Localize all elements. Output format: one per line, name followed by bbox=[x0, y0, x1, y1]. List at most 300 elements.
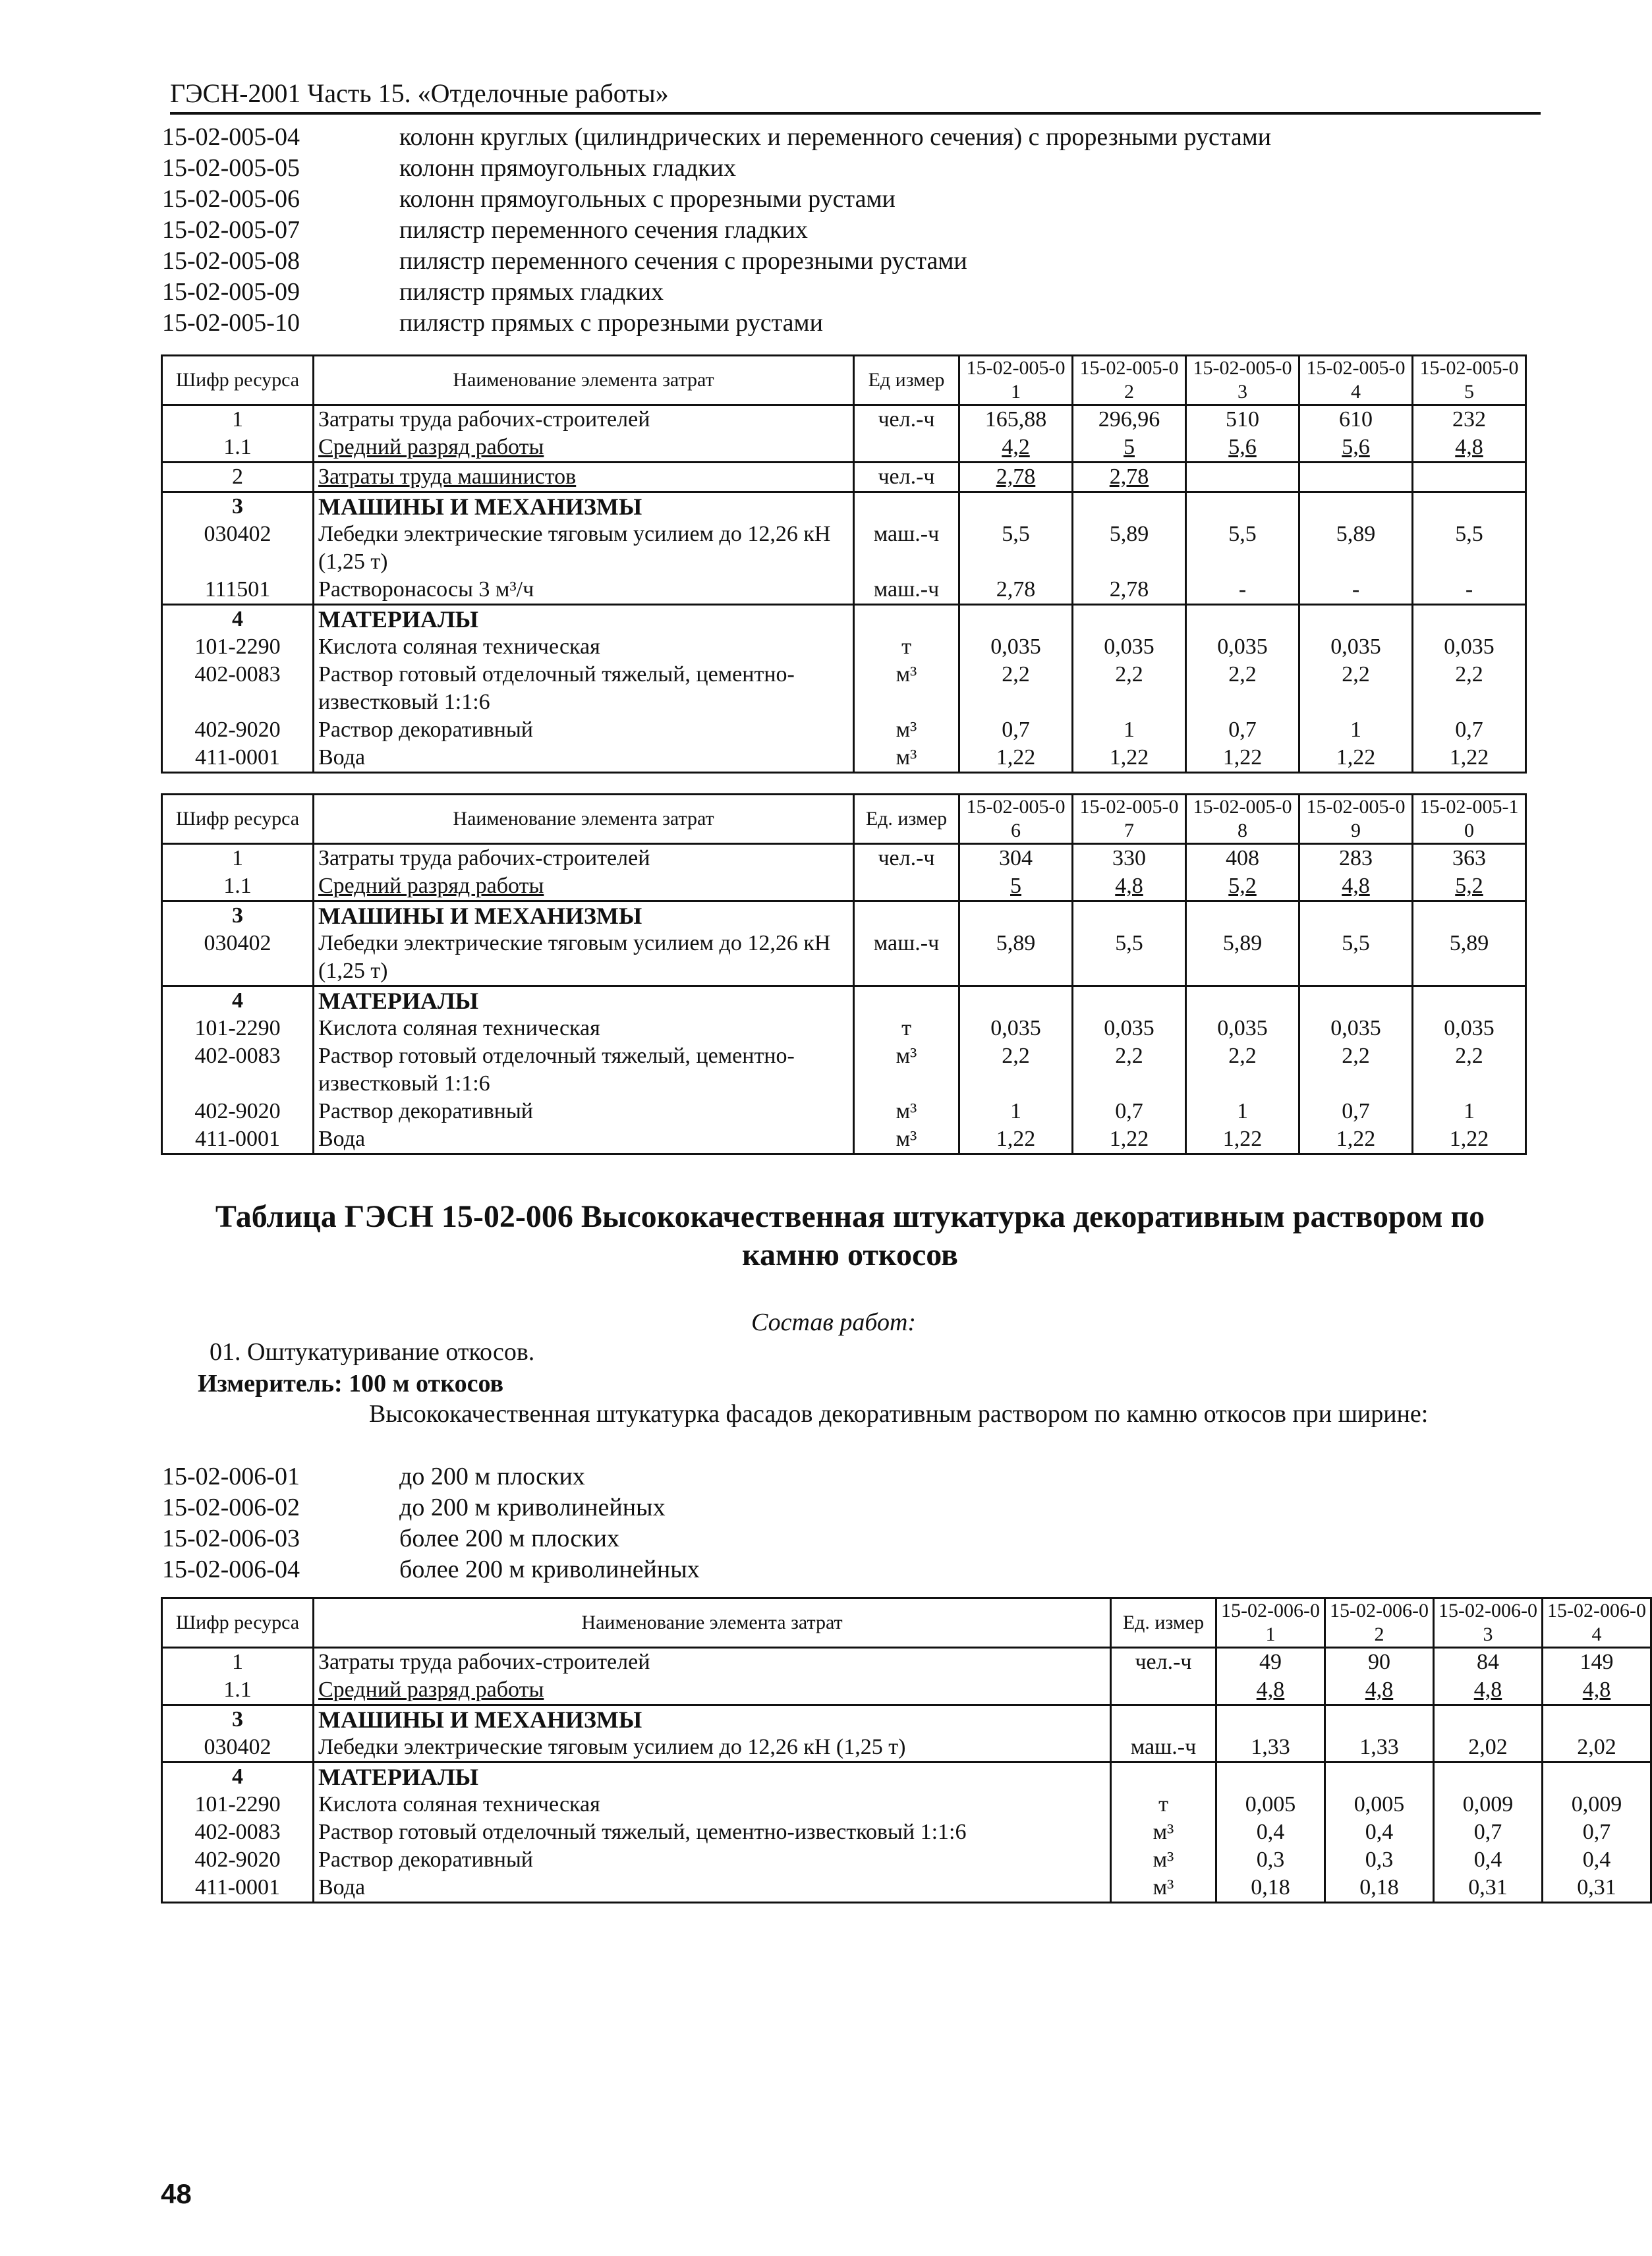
unit bbox=[854, 434, 959, 463]
norm-value: 2,2 bbox=[1299, 661, 1413, 716]
code: 15-02-005-06 bbox=[162, 185, 300, 213]
norm-value: 5,89 bbox=[1073, 521, 1186, 576]
resource-table-005-06-10 bbox=[161, 793, 1527, 1155]
resource-code: 402-0083 bbox=[162, 1042, 314, 1098]
column-header-norm: 15-02-005-04 bbox=[1299, 356, 1413, 405]
norm-value: 0,4 bbox=[1325, 1819, 1434, 1846]
unit: т bbox=[854, 633, 959, 661]
norm-value bbox=[959, 492, 1073, 521]
norm-value: 1,22 bbox=[959, 1125, 1073, 1154]
resource-code: 030402 bbox=[162, 1734, 314, 1762]
unit: чел.-ч bbox=[1111, 1648, 1216, 1677]
list-item bbox=[162, 246, 1546, 277]
norm-value: 4,2 bbox=[959, 434, 1073, 463]
column-header-norm: 15-02-005-09 bbox=[1299, 795, 1413, 844]
column-header-norm: 15-02-005-01 bbox=[959, 356, 1073, 405]
description: колонн прямоугольных гладких bbox=[399, 154, 736, 182]
measure-value: 100 м откосов bbox=[349, 1370, 504, 1397]
table-row bbox=[162, 1874, 1651, 1903]
title-line: Таблица ГЭСН 15-02-006 Высококачественная штукатурка декоративным раствором по bbox=[215, 1199, 1485, 1234]
norm-value: 2,2 bbox=[959, 661, 1073, 716]
page-header: ГЭСН-2001 Часть 15. «Отделочные работы» bbox=[170, 78, 1541, 115]
norm-value: 5,89 bbox=[1413, 930, 1526, 986]
cost-element-name: Средний разряд работы bbox=[314, 434, 854, 463]
norm-value: 0,7 bbox=[1413, 716, 1526, 744]
list-item bbox=[162, 215, 1546, 246]
table-row bbox=[162, 844, 1526, 873]
norm-value: 165,88 bbox=[959, 405, 1073, 434]
code: 15-02-005-04 bbox=[162, 123, 300, 151]
resource-code: 402-9020 bbox=[162, 716, 314, 744]
norm-value bbox=[1413, 986, 1526, 1015]
norm-value bbox=[1299, 605, 1413, 634]
table-row bbox=[162, 1648, 1651, 1677]
norm-value: 49 bbox=[1216, 1648, 1325, 1677]
table-row bbox=[162, 1098, 1526, 1125]
code-list-006 bbox=[162, 1461, 1546, 1585]
norm-value: 2,78 bbox=[1073, 463, 1186, 492]
norm-value bbox=[1073, 492, 1186, 521]
code: 15-02-006-01 bbox=[162, 1463, 300, 1490]
norm-value bbox=[1543, 1705, 1651, 1734]
column-header-unit: Ед. измер bbox=[854, 795, 959, 844]
cost-element-name: Кислота соляная техническая bbox=[314, 1015, 854, 1042]
operation-item: 01. Оштукатуривание откосов. bbox=[210, 1338, 535, 1366]
norm-value bbox=[1434, 1705, 1543, 1734]
resource-code: 1.1 bbox=[162, 434, 314, 463]
norm-value: 1 bbox=[1186, 1098, 1299, 1125]
table-header-row bbox=[162, 795, 1526, 844]
norm-value: 2,2 bbox=[1186, 661, 1299, 716]
table-row bbox=[162, 1015, 1526, 1042]
description: до 200 м плоских bbox=[399, 1463, 585, 1490]
cost-element-name: Растворонасосы 3 м³/ч bbox=[314, 576, 854, 605]
column-header-norm: 15-02-005-03 bbox=[1186, 356, 1299, 405]
norm-value: 5,89 bbox=[959, 930, 1073, 986]
table-row bbox=[162, 1734, 1651, 1762]
norm-value: 1,22 bbox=[1073, 744, 1186, 773]
unit bbox=[854, 901, 959, 930]
column-header-norm: 15-02-005-02 bbox=[1073, 356, 1186, 405]
norm-value: 4,8 bbox=[1325, 1676, 1434, 1705]
column-header-norm: 15-02-005-10 bbox=[1413, 795, 1526, 844]
unit: т bbox=[1111, 1791, 1216, 1819]
page-number: 48 bbox=[161, 2178, 192, 2209]
norm-value: 283 bbox=[1299, 844, 1413, 873]
code-list-top bbox=[162, 122, 1546, 339]
norm-value: - bbox=[1186, 576, 1299, 605]
column-header-code: Шифр ресурса bbox=[162, 795, 314, 844]
cost-element-name: Вода bbox=[314, 1125, 854, 1154]
norm-value: 84 bbox=[1434, 1648, 1543, 1677]
code: 15-02-005-08 bbox=[162, 247, 300, 275]
norm-value: 4,8 bbox=[1073, 872, 1186, 901]
cost-element-name: МАТЕРИАЛЫ bbox=[314, 1762, 1111, 1791]
norm-value: 5,6 bbox=[1299, 434, 1413, 463]
resource-code: 1.1 bbox=[162, 1676, 314, 1705]
norm-value: 4,8 bbox=[1216, 1676, 1325, 1705]
list-item bbox=[162, 184, 1546, 215]
unit: маш.-ч bbox=[854, 521, 959, 576]
norm-value: 2,02 bbox=[1543, 1734, 1651, 1762]
norm-value: 1,33 bbox=[1325, 1734, 1434, 1762]
norm-value: 2,2 bbox=[1073, 1042, 1186, 1098]
norm-value: 0,005 bbox=[1216, 1791, 1325, 1819]
table-row bbox=[162, 1762, 1651, 1791]
resource-code: 1 bbox=[162, 405, 314, 434]
resource-code: 4 bbox=[162, 986, 314, 1015]
norm-value: 4,8 bbox=[1299, 872, 1413, 901]
norm-value: 5,89 bbox=[1186, 930, 1299, 986]
norm-value bbox=[959, 901, 1073, 930]
column-header-code: Шифр ресурса bbox=[162, 1598, 314, 1648]
list-item bbox=[162, 1554, 1546, 1585]
norm-value: 5 bbox=[959, 872, 1073, 901]
norm-value: 330 bbox=[1073, 844, 1186, 873]
description: пилястр переменного сечения гладких bbox=[399, 216, 808, 244]
resource-code: 402-0083 bbox=[162, 1819, 314, 1846]
norm-value: 1,33 bbox=[1216, 1734, 1325, 1762]
norm-value bbox=[1299, 901, 1413, 930]
norm-value: 0,035 bbox=[1413, 1015, 1526, 1042]
list-item bbox=[162, 1461, 1546, 1492]
unit bbox=[854, 492, 959, 521]
cost-element-name: Затраты труда рабочих-строителей bbox=[314, 1648, 1111, 1677]
resource-code: 4 bbox=[162, 1762, 314, 1791]
norm-value: 304 bbox=[959, 844, 1073, 873]
unit bbox=[1111, 1762, 1216, 1791]
norm-value: 0,035 bbox=[1073, 633, 1186, 661]
norm-value: 4,8 bbox=[1543, 1676, 1651, 1705]
norm-value bbox=[1186, 492, 1299, 521]
column-header-norm: 15-02-006-03 bbox=[1434, 1598, 1543, 1648]
norm-value: 0,035 bbox=[1186, 1015, 1299, 1042]
list-item bbox=[162, 308, 1546, 339]
table-row bbox=[162, 1676, 1651, 1705]
unit bbox=[1111, 1705, 1216, 1734]
cost-element-name: Вода bbox=[314, 1874, 1111, 1903]
resource-table-006 bbox=[161, 1597, 1652, 1904]
column-header-norm: 15-02-006-04 bbox=[1543, 1598, 1651, 1648]
norm-value bbox=[959, 605, 1073, 634]
cost-element-name: Средний разряд работы bbox=[314, 1676, 1111, 1705]
code: 15-02-005-05 bbox=[162, 154, 300, 182]
norm-value: 0,7 bbox=[1543, 1819, 1651, 1846]
norm-value: 0,009 bbox=[1543, 1791, 1651, 1819]
norm-value bbox=[1216, 1762, 1325, 1791]
resource-code: 1 bbox=[162, 844, 314, 873]
cost-element-name: Раствор готовый отделочный тяжелый, цементно-известковый 1:1:6 bbox=[314, 661, 854, 716]
resource-code: 101-2290 bbox=[162, 1791, 314, 1819]
norm-value: 0,009 bbox=[1434, 1791, 1543, 1819]
column-header-norm: 15-02-006-01 bbox=[1216, 1598, 1325, 1648]
code: 15-02-006-03 bbox=[162, 1525, 300, 1552]
norm-value: 90 bbox=[1325, 1648, 1434, 1677]
list-item bbox=[162, 1523, 1546, 1554]
norm-value: 0,035 bbox=[959, 1015, 1073, 1042]
unit bbox=[854, 872, 959, 901]
norm-value bbox=[1216, 1705, 1325, 1734]
norm-value: 1,22 bbox=[1413, 744, 1526, 773]
cost-element-name: Кислота соляная техническая bbox=[314, 633, 854, 661]
norm-value: 296,96 bbox=[1073, 405, 1186, 434]
norm-value: 2,2 bbox=[1413, 1042, 1526, 1098]
resource-code: 402-9020 bbox=[162, 1098, 314, 1125]
description: колонн прямоугольных с прорезными рустами bbox=[399, 185, 896, 213]
resource-code: 402-0083 bbox=[162, 661, 314, 716]
cost-element-name: Затраты труда рабочих-строителей bbox=[314, 844, 854, 873]
norm-value: 2,78 bbox=[959, 576, 1073, 605]
norm-value bbox=[1413, 463, 1526, 492]
norm-value: 1,22 bbox=[959, 744, 1073, 773]
column-header-norm: 15-02-005-08 bbox=[1186, 795, 1299, 844]
norm-value: 0,4 bbox=[1216, 1819, 1325, 1846]
norm-value: 5,2 bbox=[1413, 872, 1526, 901]
norm-value: 0,7 bbox=[1299, 1098, 1413, 1125]
description: пилястр прямых гладких bbox=[399, 278, 664, 306]
cost-element-name: Затраты труда машинистов bbox=[314, 463, 854, 492]
norm-value: 0,31 bbox=[1434, 1874, 1543, 1903]
column-header-norm: 15-02-005-06 bbox=[959, 795, 1073, 844]
norm-value bbox=[1413, 492, 1526, 521]
resource-code: 411-0001 bbox=[162, 1874, 314, 1903]
norm-value bbox=[1434, 1762, 1543, 1791]
unit: чел.-ч bbox=[854, 844, 959, 873]
norm-value bbox=[1413, 901, 1526, 930]
norm-value: 408 bbox=[1186, 844, 1299, 873]
cost-element-name: Лебедки электрические тяговым усилием до 12,26 кН (1,25 т) bbox=[314, 1734, 1111, 1762]
resource-code: 1 bbox=[162, 1648, 314, 1677]
description: колонн круглых (цилиндрических и переменного сечения) с прорезными рустами bbox=[399, 123, 1272, 151]
column-header-unit: Ед. измер bbox=[1111, 1598, 1216, 1648]
norm-value: 0,7 bbox=[1073, 1098, 1186, 1125]
column-header-norm: 15-02-005-05 bbox=[1413, 356, 1526, 405]
norm-value: 5,5 bbox=[1186, 521, 1299, 576]
norm-value: 2,78 bbox=[959, 463, 1073, 492]
column-header-name: Наименование элемента затрат bbox=[314, 1598, 1111, 1648]
unit: м³ bbox=[854, 1098, 959, 1125]
table-row bbox=[162, 986, 1526, 1015]
cost-element-name: Лебедки электрические тяговым усилием до 12,26 кН (1,25 т) bbox=[314, 521, 854, 576]
section-description: Высококачественная штукатурка фасадов декоративным раствором по камню откосов при ширине: bbox=[369, 1400, 1429, 1428]
norm-value: 0,035 bbox=[1186, 633, 1299, 661]
norm-value: 1,22 bbox=[1413, 1125, 1526, 1154]
list-item bbox=[162, 122, 1546, 153]
cost-element-name: Вода bbox=[314, 744, 854, 773]
code: 15-02-006-04 bbox=[162, 1556, 300, 1583]
table-row bbox=[162, 901, 1526, 930]
unit: маш.-ч bbox=[854, 930, 959, 986]
resource-code: 101-2290 bbox=[162, 1015, 314, 1042]
unit: м³ bbox=[1111, 1846, 1216, 1874]
norm-value: 149 bbox=[1543, 1648, 1651, 1677]
column-header-code: Шифр ресурса bbox=[162, 356, 314, 405]
unit: маш.-ч bbox=[854, 576, 959, 605]
resource-code: 402-9020 bbox=[162, 1846, 314, 1874]
norm-value bbox=[1325, 1762, 1434, 1791]
description: пилястр переменного сечения с прорезными рустами bbox=[399, 247, 967, 275]
code: 15-02-006-02 bbox=[162, 1494, 300, 1521]
table-row bbox=[162, 716, 1526, 744]
measure-line bbox=[198, 1369, 503, 1398]
norm-value: 1 bbox=[1413, 1098, 1526, 1125]
unit: м³ bbox=[1111, 1874, 1216, 1903]
norm-value: 0,035 bbox=[1299, 1015, 1413, 1042]
unit: м³ bbox=[854, 661, 959, 716]
norm-value: 2,2 bbox=[1073, 661, 1186, 716]
norm-value bbox=[1186, 986, 1299, 1015]
norm-value: 232 bbox=[1413, 405, 1526, 434]
unit: маш.-ч bbox=[1111, 1734, 1216, 1762]
unit: м³ bbox=[854, 1042, 959, 1098]
resource-code: 2 bbox=[162, 463, 314, 492]
norm-value: 5 bbox=[1073, 434, 1186, 463]
table-row bbox=[162, 930, 1526, 986]
norm-value bbox=[1186, 901, 1299, 930]
table-row bbox=[162, 1125, 1526, 1154]
norm-value: - bbox=[1413, 576, 1526, 605]
measure-label: Измеритель: bbox=[198, 1370, 343, 1397]
norm-value: 510 bbox=[1186, 405, 1299, 434]
table-row bbox=[162, 463, 1526, 492]
norm-value: 1 bbox=[1299, 716, 1413, 744]
unit: м³ bbox=[854, 1125, 959, 1154]
cost-element-name: Раствор декоративный bbox=[314, 1098, 854, 1125]
table-header-row bbox=[162, 356, 1526, 405]
title-line: камню откосов bbox=[742, 1237, 958, 1272]
norm-value bbox=[1325, 1705, 1434, 1734]
norm-value bbox=[1299, 492, 1413, 521]
list-item bbox=[162, 277, 1546, 308]
resource-code: 4 bbox=[162, 605, 314, 634]
norm-value: 0,18 bbox=[1325, 1874, 1434, 1903]
norm-value: 1,22 bbox=[1186, 744, 1299, 773]
table-header-row bbox=[162, 1598, 1651, 1648]
norm-value: 4,8 bbox=[1434, 1676, 1543, 1705]
resource-code: 101-2290 bbox=[162, 633, 314, 661]
description: пилястр прямых с прорезными рустами bbox=[399, 309, 823, 337]
column-header-unit: Ед измер bbox=[854, 356, 959, 405]
table-row bbox=[162, 661, 1526, 716]
resource-code: 3 bbox=[162, 1705, 314, 1734]
resource-code: 411-0001 bbox=[162, 744, 314, 773]
table-row bbox=[162, 872, 1526, 901]
table-row bbox=[162, 1791, 1651, 1819]
unit: чел.-ч bbox=[854, 463, 959, 492]
norm-value: 0,3 bbox=[1216, 1846, 1325, 1874]
norm-value bbox=[1073, 901, 1186, 930]
norm-value bbox=[1299, 463, 1413, 492]
table-row bbox=[162, 605, 1526, 634]
norm-value: 0,18 bbox=[1216, 1874, 1325, 1903]
norm-value: 5,6 bbox=[1186, 434, 1299, 463]
cost-element-name: МАТЕРИАЛЫ bbox=[314, 986, 854, 1015]
cost-element-name: Раствор готовый отделочный тяжелый, цементно-известковый 1:1:6 bbox=[314, 1042, 854, 1098]
norm-value: - bbox=[1299, 576, 1413, 605]
unit: т bbox=[854, 1015, 959, 1042]
norm-value: 5,2 bbox=[1186, 872, 1299, 901]
cost-element-name: Средний разряд работы bbox=[314, 872, 854, 901]
resource-code: 1.1 bbox=[162, 872, 314, 901]
table-row bbox=[162, 434, 1526, 463]
description: до 200 м криволинейных bbox=[399, 1494, 666, 1521]
list-item bbox=[162, 1492, 1546, 1523]
norm-value bbox=[1073, 605, 1186, 634]
unit: м³ bbox=[854, 744, 959, 773]
code: 15-02-005-09 bbox=[162, 278, 300, 306]
cost-element-name: МАШИНЫ И МЕХАНИЗМЫ bbox=[314, 1705, 1111, 1734]
norm-value: 5,5 bbox=[1413, 521, 1526, 576]
resource-code: 3 bbox=[162, 492, 314, 521]
norm-value: 2,2 bbox=[1299, 1042, 1413, 1098]
list-item bbox=[162, 153, 1546, 184]
description: более 200 м плоских bbox=[399, 1525, 619, 1552]
unit: м³ bbox=[854, 716, 959, 744]
norm-value bbox=[1543, 1762, 1651, 1791]
description: более 200 м криволинейных bbox=[399, 1556, 700, 1583]
resource-code: 030402 bbox=[162, 930, 314, 986]
table-row bbox=[162, 633, 1526, 661]
code: 15-02-005-10 bbox=[162, 309, 300, 337]
norm-value: 2,02 bbox=[1434, 1734, 1543, 1762]
table-row bbox=[162, 405, 1526, 434]
resource-table-005-01-05 bbox=[161, 354, 1527, 774]
norm-value: 5,5 bbox=[1299, 930, 1413, 986]
table-row bbox=[162, 1846, 1651, 1874]
table-row bbox=[162, 521, 1526, 576]
norm-value bbox=[1186, 463, 1299, 492]
norm-value: 1 bbox=[1073, 716, 1186, 744]
resource-code: 111501 bbox=[162, 576, 314, 605]
table-row bbox=[162, 1819, 1651, 1846]
cost-element-name: МАШИНЫ И МЕХАНИЗМЫ bbox=[314, 492, 854, 521]
norm-value: 0,035 bbox=[1073, 1015, 1186, 1042]
norm-value: 0,4 bbox=[1543, 1846, 1651, 1874]
norm-value: 0,035 bbox=[1413, 633, 1526, 661]
table-row bbox=[162, 1705, 1651, 1734]
unit bbox=[854, 605, 959, 634]
norm-value bbox=[1413, 605, 1526, 634]
norm-value: 2,2 bbox=[1413, 661, 1526, 716]
norm-value: 2,2 bbox=[959, 1042, 1073, 1098]
cost-element-name: МАШИНЫ И МЕХАНИЗМЫ bbox=[314, 901, 854, 930]
norm-value: 5,89 bbox=[1299, 521, 1413, 576]
resource-code: 3 bbox=[162, 901, 314, 930]
cost-element-name: МАТЕРИАЛЫ bbox=[314, 605, 854, 634]
norm-value: 0,035 bbox=[959, 633, 1073, 661]
norm-value: 1,22 bbox=[1186, 1125, 1299, 1154]
table-row bbox=[162, 1042, 1526, 1098]
norm-value: 0,3 bbox=[1325, 1846, 1434, 1874]
norm-value: 1 bbox=[959, 1098, 1073, 1125]
cost-element-name: Раствор декоративный bbox=[314, 716, 854, 744]
norm-value bbox=[1299, 986, 1413, 1015]
norm-value: 0,035 bbox=[1299, 633, 1413, 661]
unit bbox=[854, 986, 959, 1015]
cost-element-name: Кислота соляная техническая bbox=[314, 1791, 1111, 1819]
norm-value: 2,2 bbox=[1186, 1042, 1299, 1098]
norm-value: 0,7 bbox=[1186, 716, 1299, 744]
norm-value: 0,7 bbox=[1434, 1819, 1543, 1846]
norm-value: 1,22 bbox=[1073, 1125, 1186, 1154]
norm-value bbox=[959, 986, 1073, 1015]
norm-value: 0,7 bbox=[959, 716, 1073, 744]
norm-value: 0,005 bbox=[1325, 1791, 1434, 1819]
unit bbox=[1111, 1676, 1216, 1705]
table-title bbox=[158, 1198, 1542, 1274]
norm-value: 0,4 bbox=[1434, 1846, 1543, 1874]
norm-value: 1,22 bbox=[1299, 1125, 1413, 1154]
